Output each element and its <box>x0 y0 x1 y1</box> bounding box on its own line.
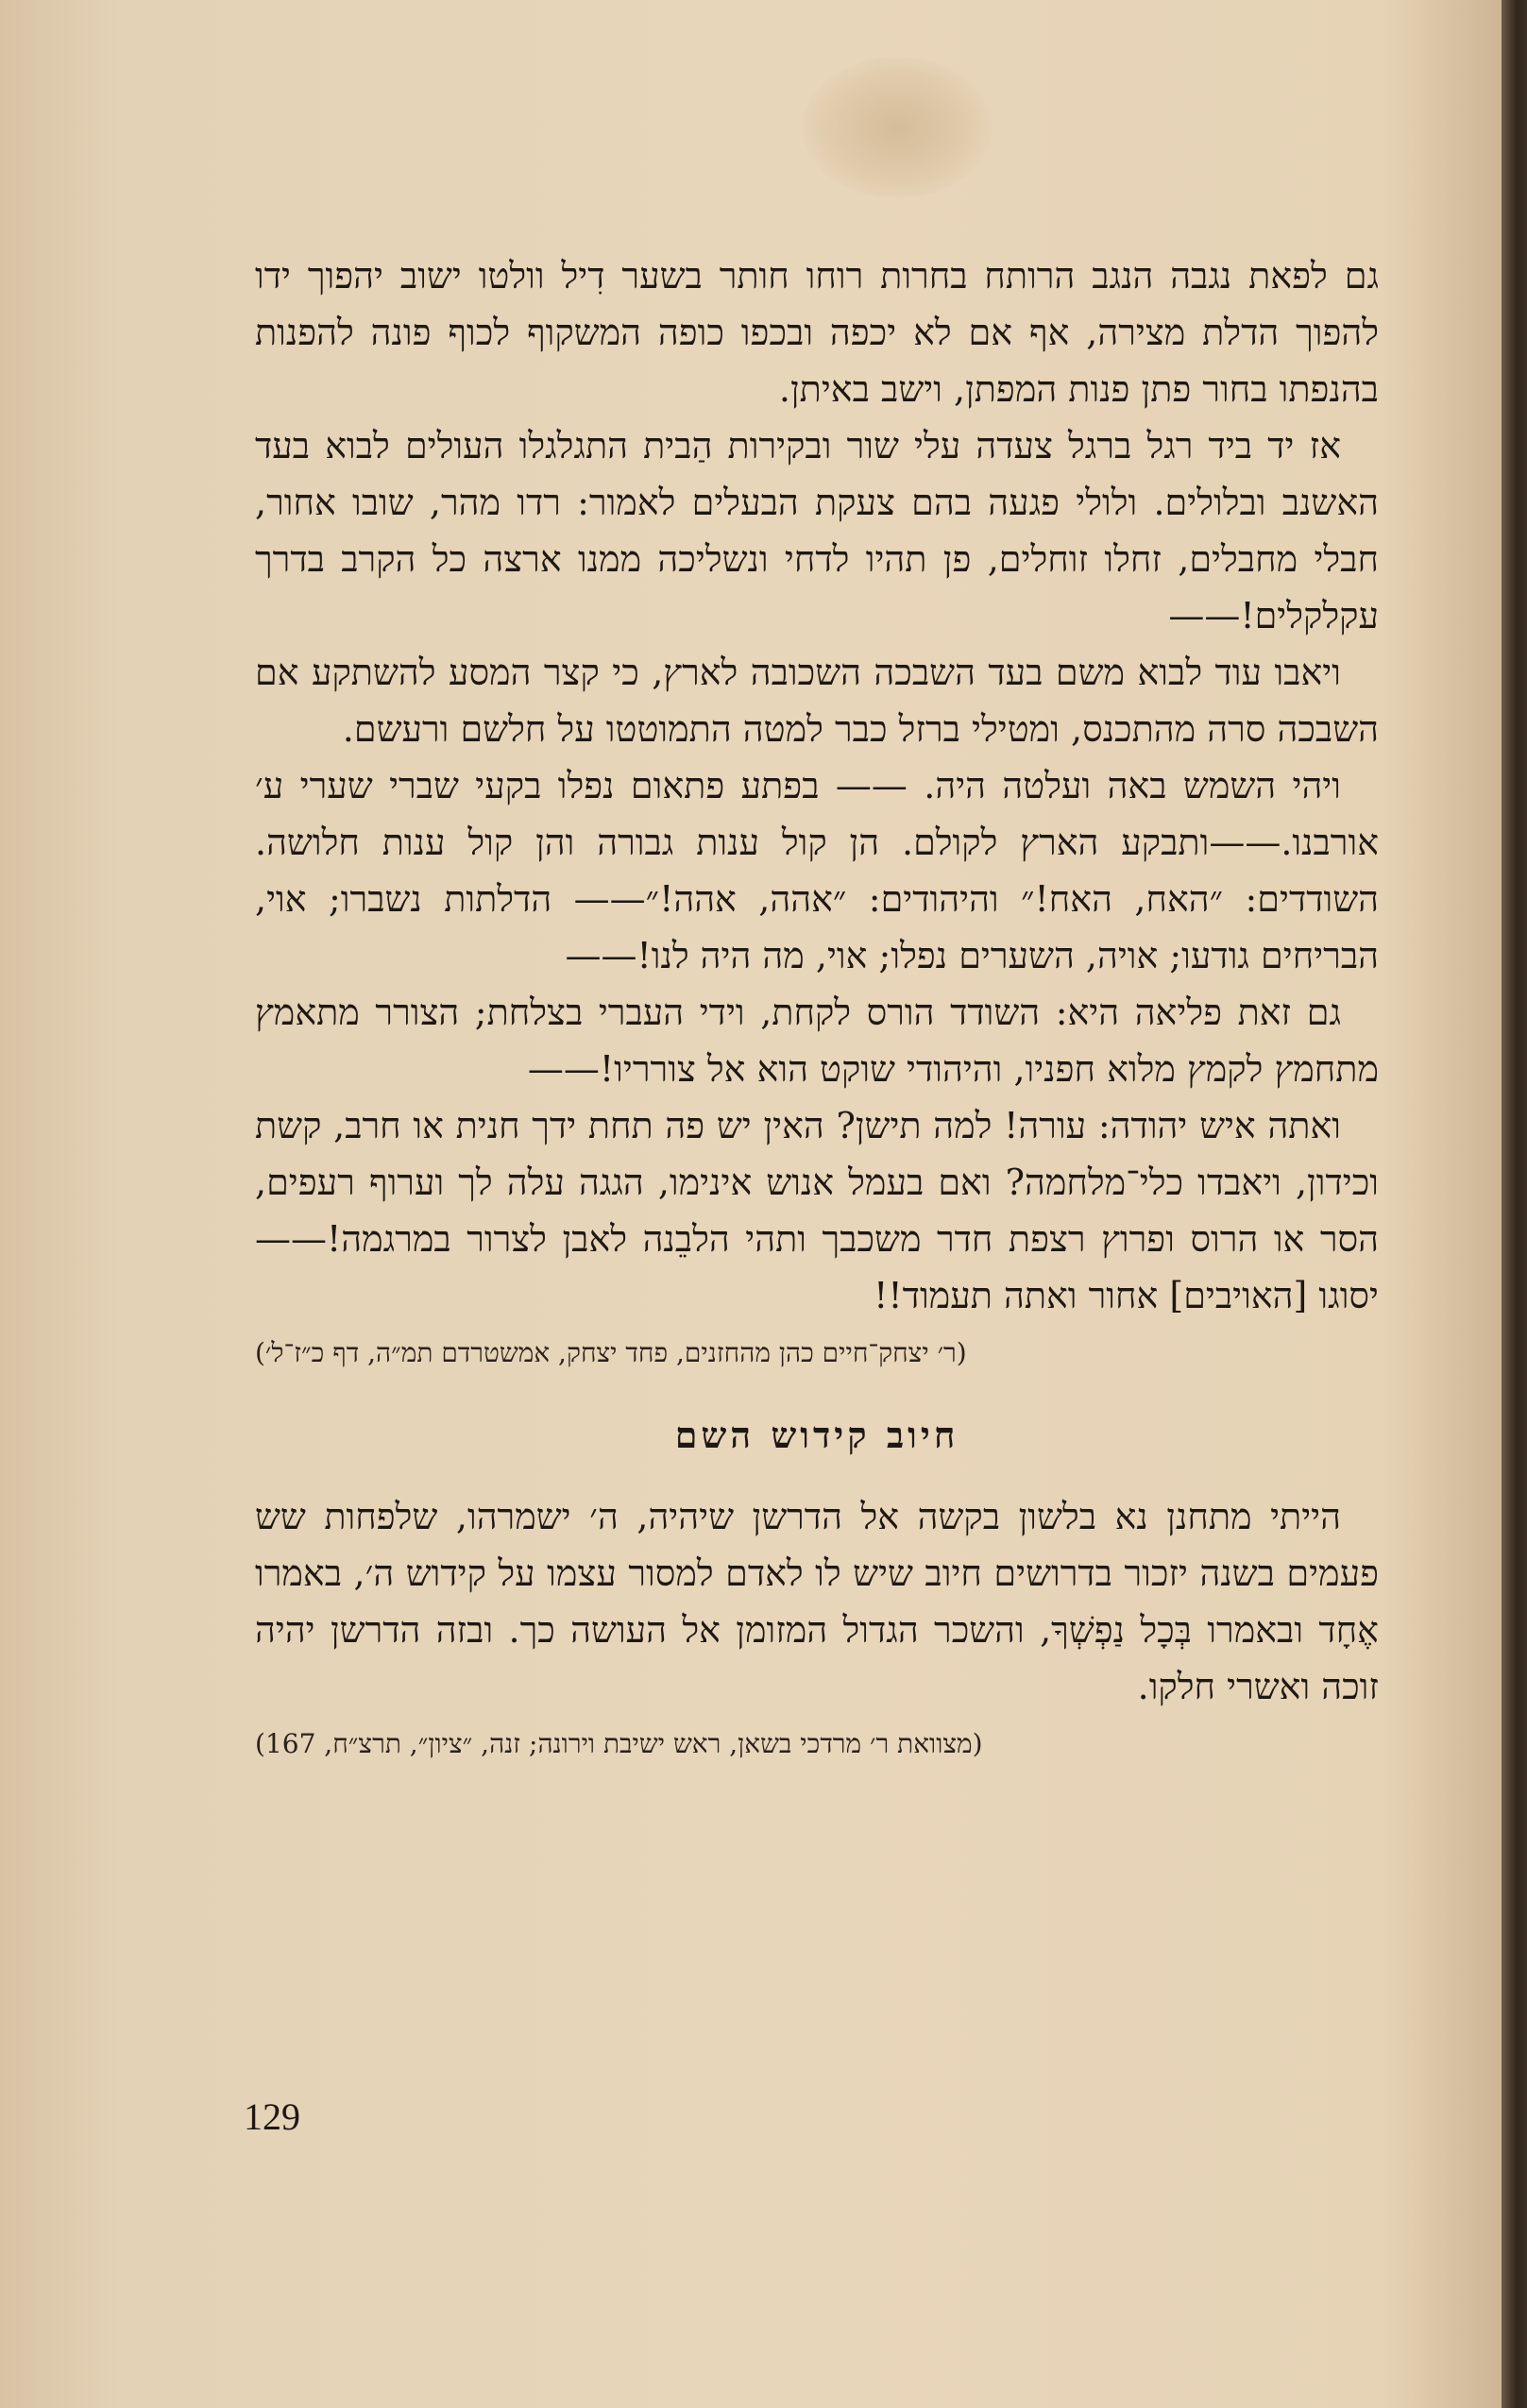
article-1-paragraph-4: ויהי השמש באה ועלטה היה. —— בפתע פתאום נפלו בקעי שברי שערי ע׳ אורבנו.——ותבקע הארץ לקולם. הן קול ענות גבורה והן קול ענות חלושה. השודדים: ״האח, האח!״ והיהודים: ״אהה, אהה!״—— הדלתות נשברו; אוי, הבריחים גודעו; אויה, השערים נפלו; אוי, מה היה לנו!—— <box>255 765 1379 976</box>
book-edge <box>1502 0 1527 2408</box>
article-1 <box>255 247 1379 1766</box>
article-2-source: (מצוואת ר׳ מרדכי בשאן, ראש ישיבת וירונה; זנה, ״ציון״, תרצ״ח, 167) <box>255 1728 983 1759</box>
article-1-paragraph-6: ואתה איש יהודה: עורה! למה תישן? האין יש פה תחת ידך חנית או חרב, קשת וכידון, ויאבדו כלי־מלחמה? ואם בעמל אנוש אינימו, הגגה עלה לך וערוף רעפים, הסר או הרוס ופרוץ רצפת חדר משכבך ותהי הלבֵנה לאבן לצרור במרגמה!——יסוגו [האויבים] אחור ואתה תעמוד!! <box>255 1105 1379 1316</box>
article-1-source: (ר׳ יצחק־חיים כהן מהחזנים, פחד יצחק, אמשטרדם תמ״ה, דף כ״ז־ל׳) <box>255 1337 967 1368</box>
article-1-paragraph-3: ויאבו עוד לבוא משם בעד השבכה השכובה לארץ, כי קצר המסע להשתקע אם השבכה סרה מהתכנס, ומטילי ברזל כבר למטה התמוטטו על חלשם ורעשם. <box>255 652 1379 750</box>
section-title: חיוב קידוש השם <box>674 1414 959 1456</box>
article-1-paragraph-1: גם לפאת נגבה הנגב הרותח בחרות רוחו חותר בשער דִיל וולטו ישוב יהפוך ידו להפוך הדלת מצירה, אף אם לא יכפה ובכפו כופה המשקוף לכוף פונה להפנות בהנפתו בחור פתן פנות המפתן, וישב באיתן. <box>255 255 1379 410</box>
article-1-paragraph-5: גם זאת פליאה היא: השודד הורס לקחת, וידי העברי בצלחת; הצורר מתאמץ מתחמץ לקמץ מלוא חפניו, והיהודי שוקט הוא אל צורריו!—— <box>255 992 1379 1090</box>
page-number: 129 <box>244 2095 300 2138</box>
water-stain <box>803 57 992 198</box>
article-1-paragraph-2: אז יד ביד רגל ברגל צעדה עלי שור ובקירות הַבית התגלגלו העולים לבוא בעד האשנב ובלולים. ולולי פגעה בהם צעקת הבעלים לאמור: רדו מהר, שובו אחור, חבלי מחבלים, זחלו זוחלים, פן תהיו לדחי ונשליכה ממנו ארצה כל הקרב בדרך עקלקלים!—— <box>255 425 1379 636</box>
article-2-paragraph-1: הייתי מתחנן נא בלשון בקשה אל הדרשן שיהיה, ה׳ ישמרהו, שלפחות שש פעמים בשנה יזכור בדרושים חיוב שיש לו לאדם למסור עצמו על קידוש ה׳, באמרו אֶחָד ובאמרו בְּכָל נַפְשְׁךָ, והשכר הגדול המזומן אל העושה כך. ובזה הדרשן יהיה זוכה ואשרי חלקו. <box>255 1496 1379 1707</box>
